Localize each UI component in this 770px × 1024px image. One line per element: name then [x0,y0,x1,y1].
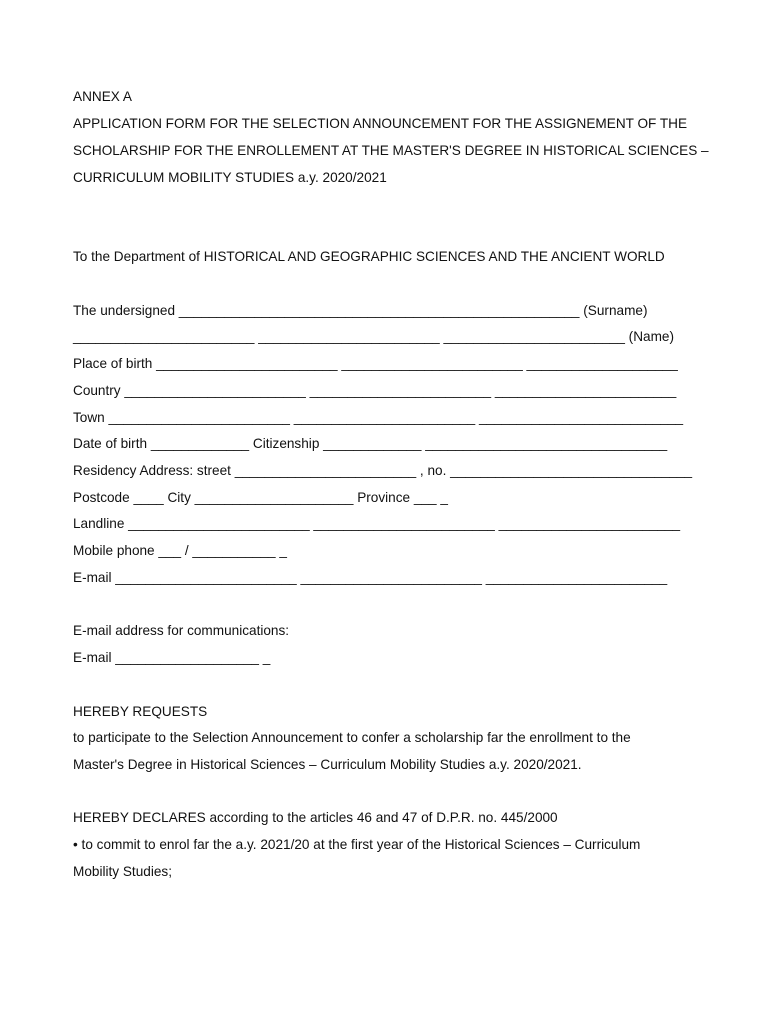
undersigned-field: The undersigned _____________________________________________________ (Surname) [73,303,648,318]
mobile-phone-field: Mobile phone ___ / ___________ _ [73,543,287,558]
email-field: E-mail ________________________ ________________________ ________________________ [73,570,668,585]
declares-bullet-line-2: Mobility Studies; [73,864,172,879]
communications-email-label: E-mail address for communications: [73,623,290,638]
residency-address-field: Residency Address: street ________________________ , no. ________________________________ [73,463,693,478]
date-of-birth-citizenship-field: Date of birth _____________ Citizenship _____________ ________________________________ [73,436,668,451]
declares-bullet-line-1: • to commit to enrol far the a.y. 2021/20 at the first year of the Historical Sciences – Curriculum [73,837,641,852]
addressee-line: To the Department of HISTORICAL AND GEOGRAPHIC SCIENCES AND THE ANCIENT WORLD [73,249,665,264]
declares-heading: HEREBY DECLARES according to the articles 46 and 47 of D.P.R. no. 445/2000 [73,810,558,825]
place-of-birth-field: Place of birth ________________________ ________________________ ____________________ [73,356,678,371]
town-field: Town ________________________ ________________________ ___________________________ [73,410,684,425]
name-field: ________________________ ________________________ ________________________ (Name) [73,329,674,344]
landline-field: Landline ________________________ ________________________ ________________________ [73,516,681,531]
form-title-line-1: APPLICATION FORM FOR THE SELECTION ANNOUNCEMENT FOR THE ASSIGNEMENT OF THE [73,116,688,131]
communications-email-field: E-mail ___________________ _ [73,650,271,665]
form-title-line-2: SCHOLARSHIP FOR THE ENROLLEMENT AT THE MASTER'S DEGREE IN HISTORICAL SCIENCES – [73,143,709,158]
requests-text-line-2: Master's Degree in Historical Sciences – Curriculum Mobility Studies a.y. 2020/2021. [73,757,582,772]
postcode-city-province-field: Postcode ____ City _____________________ Province ___ _ [73,490,448,505]
country-field: Country ________________________ ________________________ ________________________ [73,383,677,398]
form-title-line-3: CURRICULUM MOBILITY STUDIES a.y. 2020/2021 [73,170,387,185]
requests-text-line-1: to participate to the Selection Announcement to confer a scholarship far the enrollment to the [73,730,631,745]
requests-heading: HEREBY REQUESTS [73,704,208,719]
annex-label: ANNEX A [73,89,132,104]
